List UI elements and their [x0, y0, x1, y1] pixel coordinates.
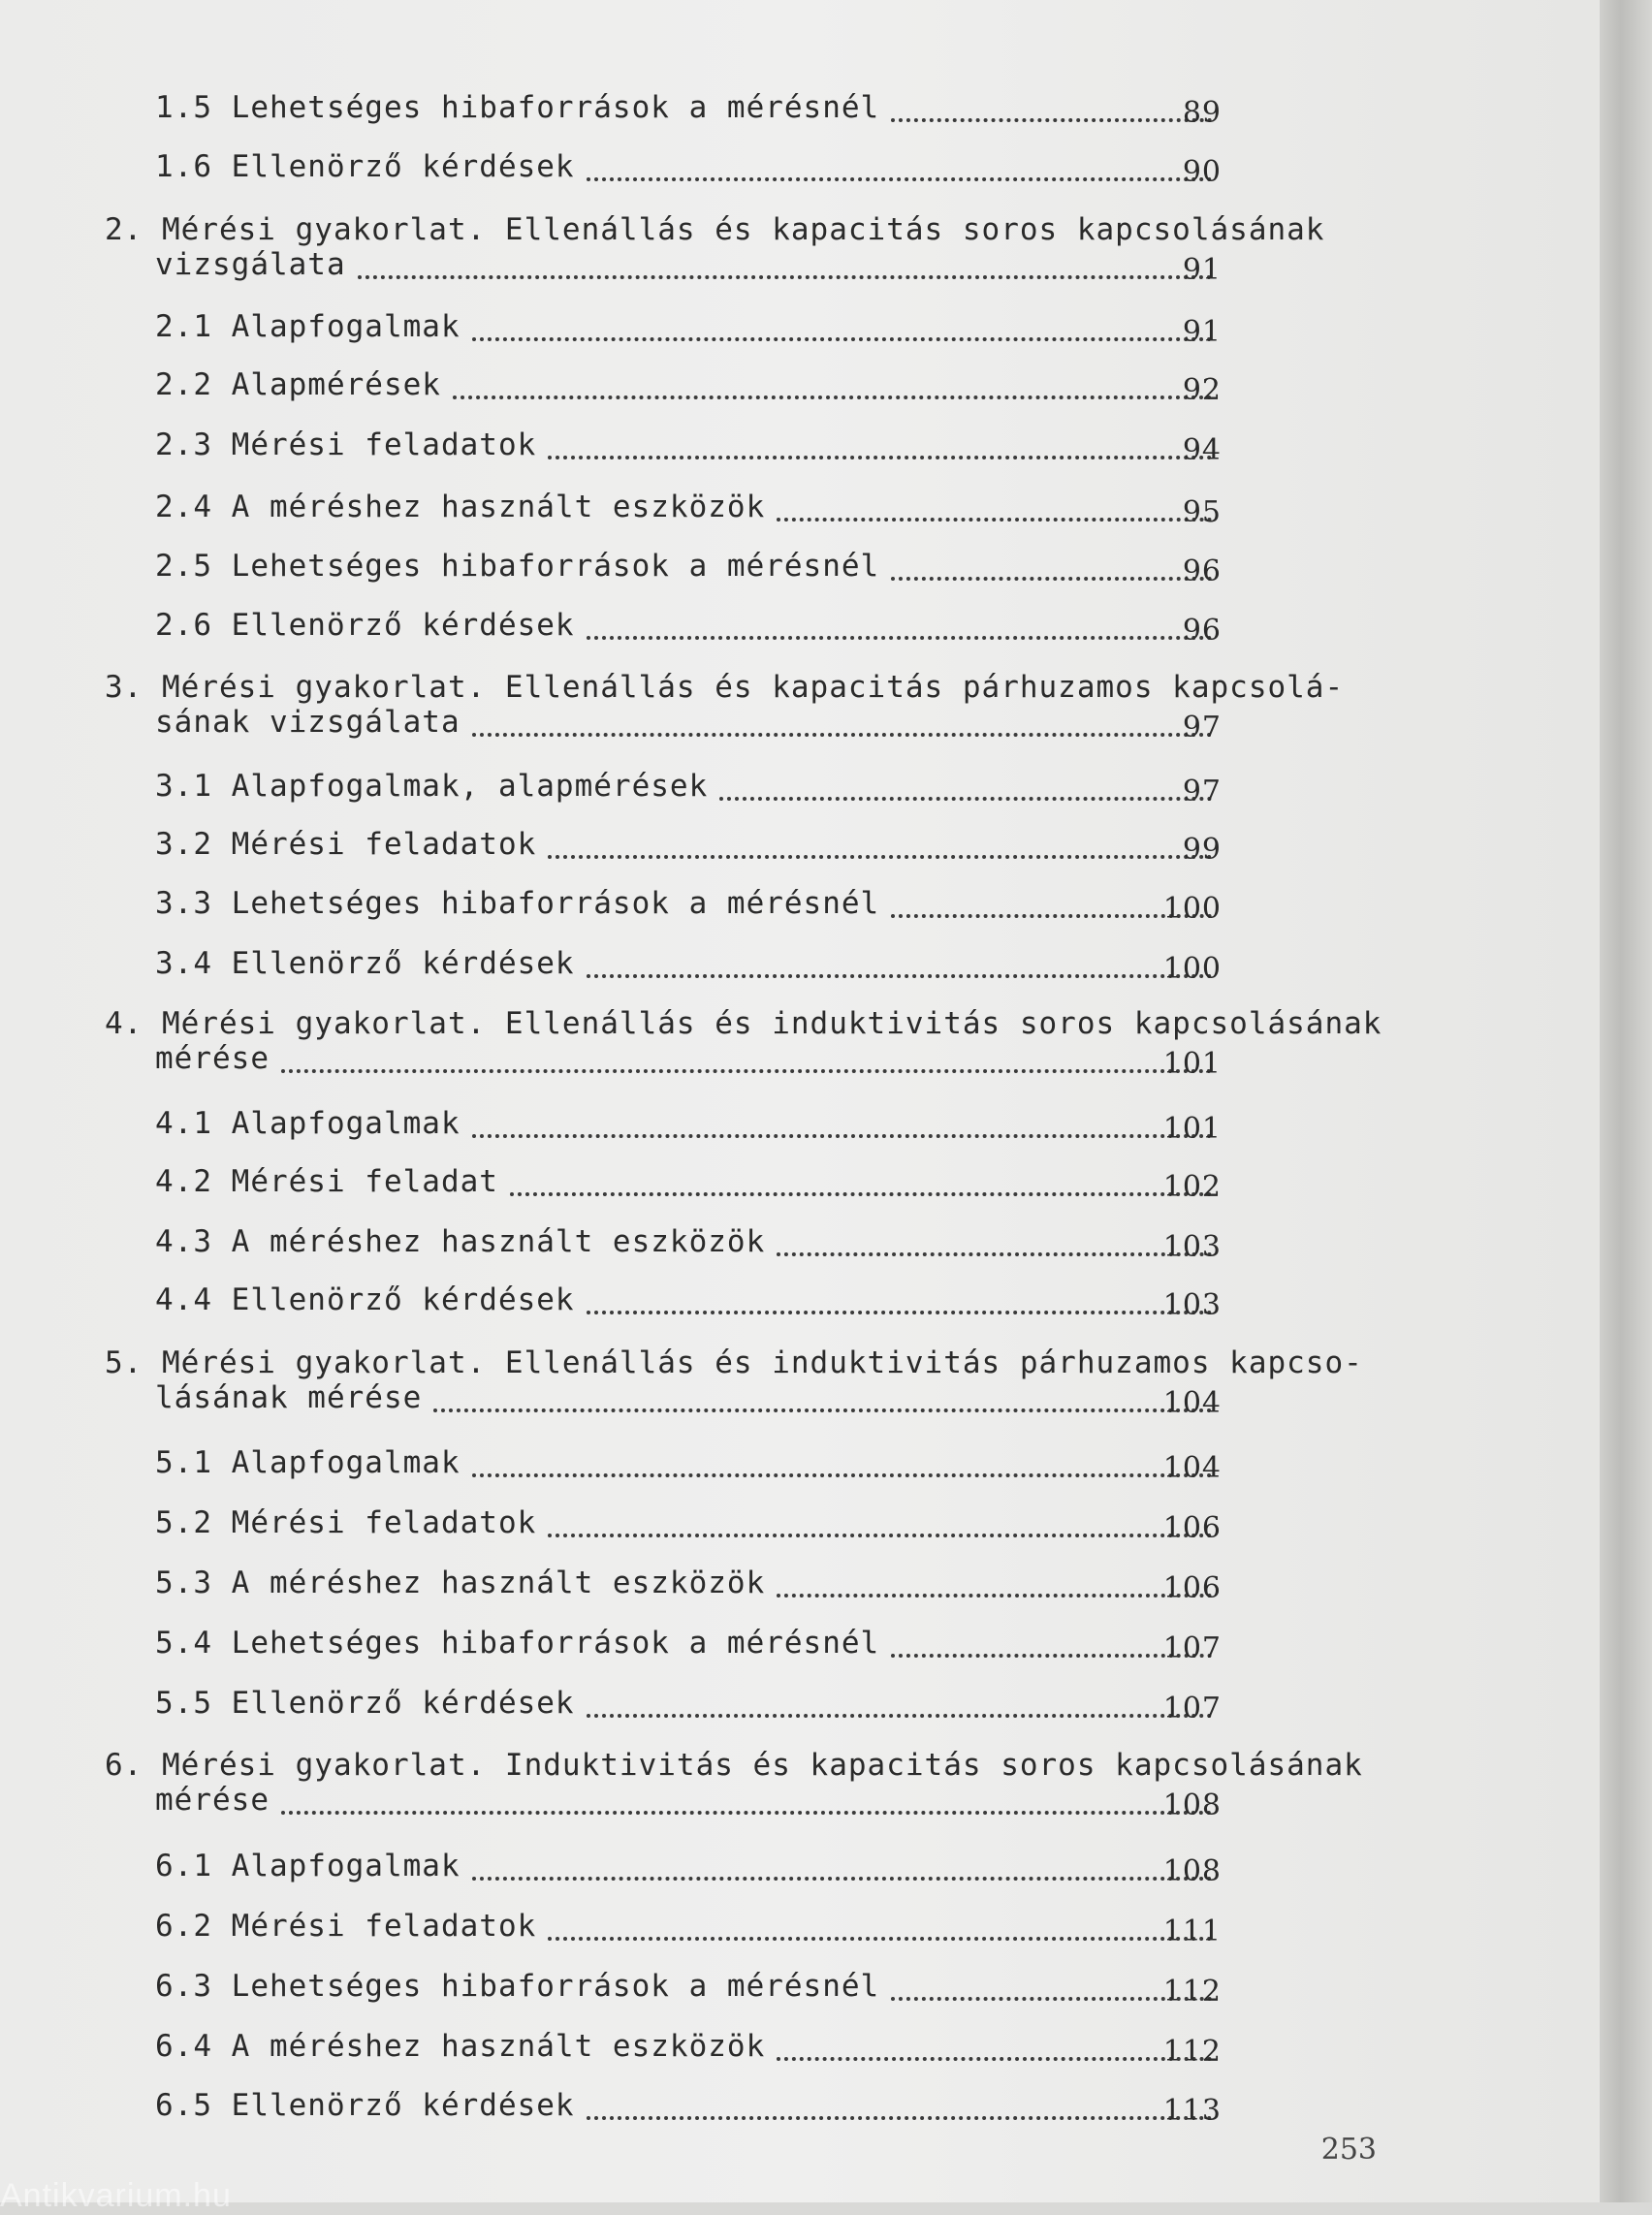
toc-page-number: 97: [1182, 775, 1222, 808]
section-title: 2.6 Ellenörző kérdések: [155, 608, 575, 643]
toc-page-number: 100: [1162, 892, 1222, 926]
dot-leader: [548, 1937, 1212, 1941]
section-title: 6.5 Ellenörző kérdések: [155, 2088, 575, 2123]
section-title: 4.3 A méréshez használt eszközök: [155, 1224, 766, 1259]
dot-leader: [548, 456, 1212, 459]
dot-leader: [433, 1408, 1212, 1412]
toc-page-number: 95: [1182, 495, 1222, 529]
section-title: 1.6 Ellenörző kérdések: [155, 149, 575, 184]
toc-page-number: 104: [1162, 1386, 1222, 1420]
watermark: Antikvarium.hu: [0, 2177, 232, 2214]
page-edge: [1600, 0, 1652, 2202]
toc-page-number: 92: [1182, 373, 1222, 407]
section-title: 5.2 Mérési feladatok: [155, 1505, 537, 1540]
toc-page-number: 112: [1162, 2035, 1222, 2069]
dot-leader: [472, 733, 1212, 737]
section-title: 3.1 Alapfogalmak, alapmérések: [155, 769, 709, 804]
toc-page-number: 94: [1182, 433, 1222, 467]
toc-page-number: 102: [1162, 1170, 1222, 1204]
section-title: 4.4 Ellenörző kérdések: [155, 1282, 575, 1317]
dot-leader: [453, 396, 1212, 399]
toc-page-number: 99: [1182, 833, 1222, 867]
chapter-title-line: lásának mérése: [155, 1380, 423, 1415]
section-title: 3.4 Ellenörző kérdések: [155, 946, 575, 981]
toc-page-number: 112: [1162, 1975, 1222, 2009]
section-title: 6.3 Lehetséges hibaforrások a mérésnél: [155, 1969, 880, 2004]
section-title: 6.1 Alapfogalmak: [155, 1849, 461, 1883]
section-title: 4.2 Mérési feladat: [155, 1164, 498, 1199]
toc-page-number: 101: [1162, 1112, 1222, 1146]
section-title: 5.4 Lehetséges hibaforrások a mérésnél: [155, 1626, 880, 1661]
toc-page-number: 100: [1162, 952, 1222, 986]
toc-page-number: 111: [1162, 1914, 1222, 1948]
toc-page-number: 96: [1182, 614, 1222, 648]
section-title: 2.2 Alapmérések: [155, 367, 441, 402]
dot-leader: [358, 275, 1212, 279]
chapter-title-line: 3. Mérési gyakorlat. Ellenállás és kapacitás párhuzamos kapcsolá-: [105, 670, 1345, 705]
dot-leader: [281, 1811, 1212, 1815]
section-title: 2.3 Mérési feladatok: [155, 427, 537, 462]
section-title: 3.3 Lehetséges hibaforrások a mérésnél: [155, 886, 880, 921]
toc-page-number: 97: [1182, 711, 1222, 744]
toc-page-number: 103: [1162, 1288, 1222, 1322]
dot-leader: [281, 1069, 1212, 1073]
toc-page-number: 113: [1162, 2094, 1222, 2128]
toc-page-number: 91: [1182, 253, 1222, 287]
page-number: 253: [1320, 2133, 1377, 2167]
dot-leader: [472, 337, 1212, 341]
toc-page-number: 106: [1162, 1571, 1222, 1605]
section-title: 5.3 A méréshez használt eszközök: [155, 1566, 766, 1600]
chapter-title-line: 4. Mérési gyakorlat. Ellenállás és induktivitás soros kapcsolásának: [105, 1006, 1382, 1041]
dot-leader: [472, 1877, 1212, 1881]
section-title: 2.5 Lehetséges hibaforrások a mérésnél: [155, 549, 880, 584]
section-title: 2.1 Alapfogalmak: [155, 309, 461, 344]
section-title: 3.2 Mérési feladatok: [155, 827, 537, 862]
section-title: 6.4 A méréshez használt eszközök: [155, 2029, 766, 2064]
chapter-title-line: 5. Mérési gyakorlat. Ellenállás és induktivitás párhuzamos kapcso-: [105, 1345, 1363, 1380]
dot-leader: [472, 1134, 1212, 1138]
section-title: 5.5 Ellenörző kérdések: [155, 1686, 575, 1721]
toc-page-number: 104: [1162, 1451, 1222, 1485]
chapter-title-line: mérése: [155, 1041, 270, 1076]
toc-page-number: 103: [1162, 1230, 1222, 1264]
chapter-title-line: sának vizsgálata: [155, 705, 461, 740]
dot-leader: [472, 1473, 1212, 1477]
chapter-title-line: 2. Mérési gyakorlat. Ellenállás és kapacitás soros kapcsolásának: [105, 212, 1325, 247]
toc-page-number: 106: [1162, 1511, 1222, 1545]
section-title: 4.1 Alapfogalmak: [155, 1106, 461, 1141]
dot-leader: [548, 855, 1212, 859]
toc-page-number: 107: [1162, 1692, 1222, 1725]
toc-page-number: 90: [1182, 155, 1222, 189]
toc-page-number: 108: [1162, 1788, 1222, 1822]
section-title: 2.4 A méréshez használt eszközök: [155, 490, 766, 524]
section-title: 5.1 Alapfogalmak: [155, 1445, 461, 1480]
section-title: 6.2 Mérési feladatok: [155, 1909, 537, 1944]
toc-page-number: 107: [1162, 1631, 1222, 1665]
dot-leader: [548, 1534, 1212, 1537]
toc-page-number: 108: [1162, 1854, 1222, 1888]
toc-page-number: 89: [1182, 96, 1222, 130]
chapter-title-line: 6. Mérési gyakorlat. Induktivitás és kapacitás soros kapcsolásának: [105, 1748, 1363, 1783]
toc-page-number: 96: [1182, 554, 1222, 588]
chapter-title-line: mérése: [155, 1783, 270, 1818]
toc-page-number: 101: [1162, 1047, 1222, 1081]
dot-leader: [510, 1192, 1212, 1196]
section-title: 1.5 Lehetséges hibaforrások a mérésnél: [155, 90, 880, 125]
toc-page-number: 91: [1182, 315, 1222, 349]
chapter-title-line: vizsgálata: [155, 247, 346, 282]
